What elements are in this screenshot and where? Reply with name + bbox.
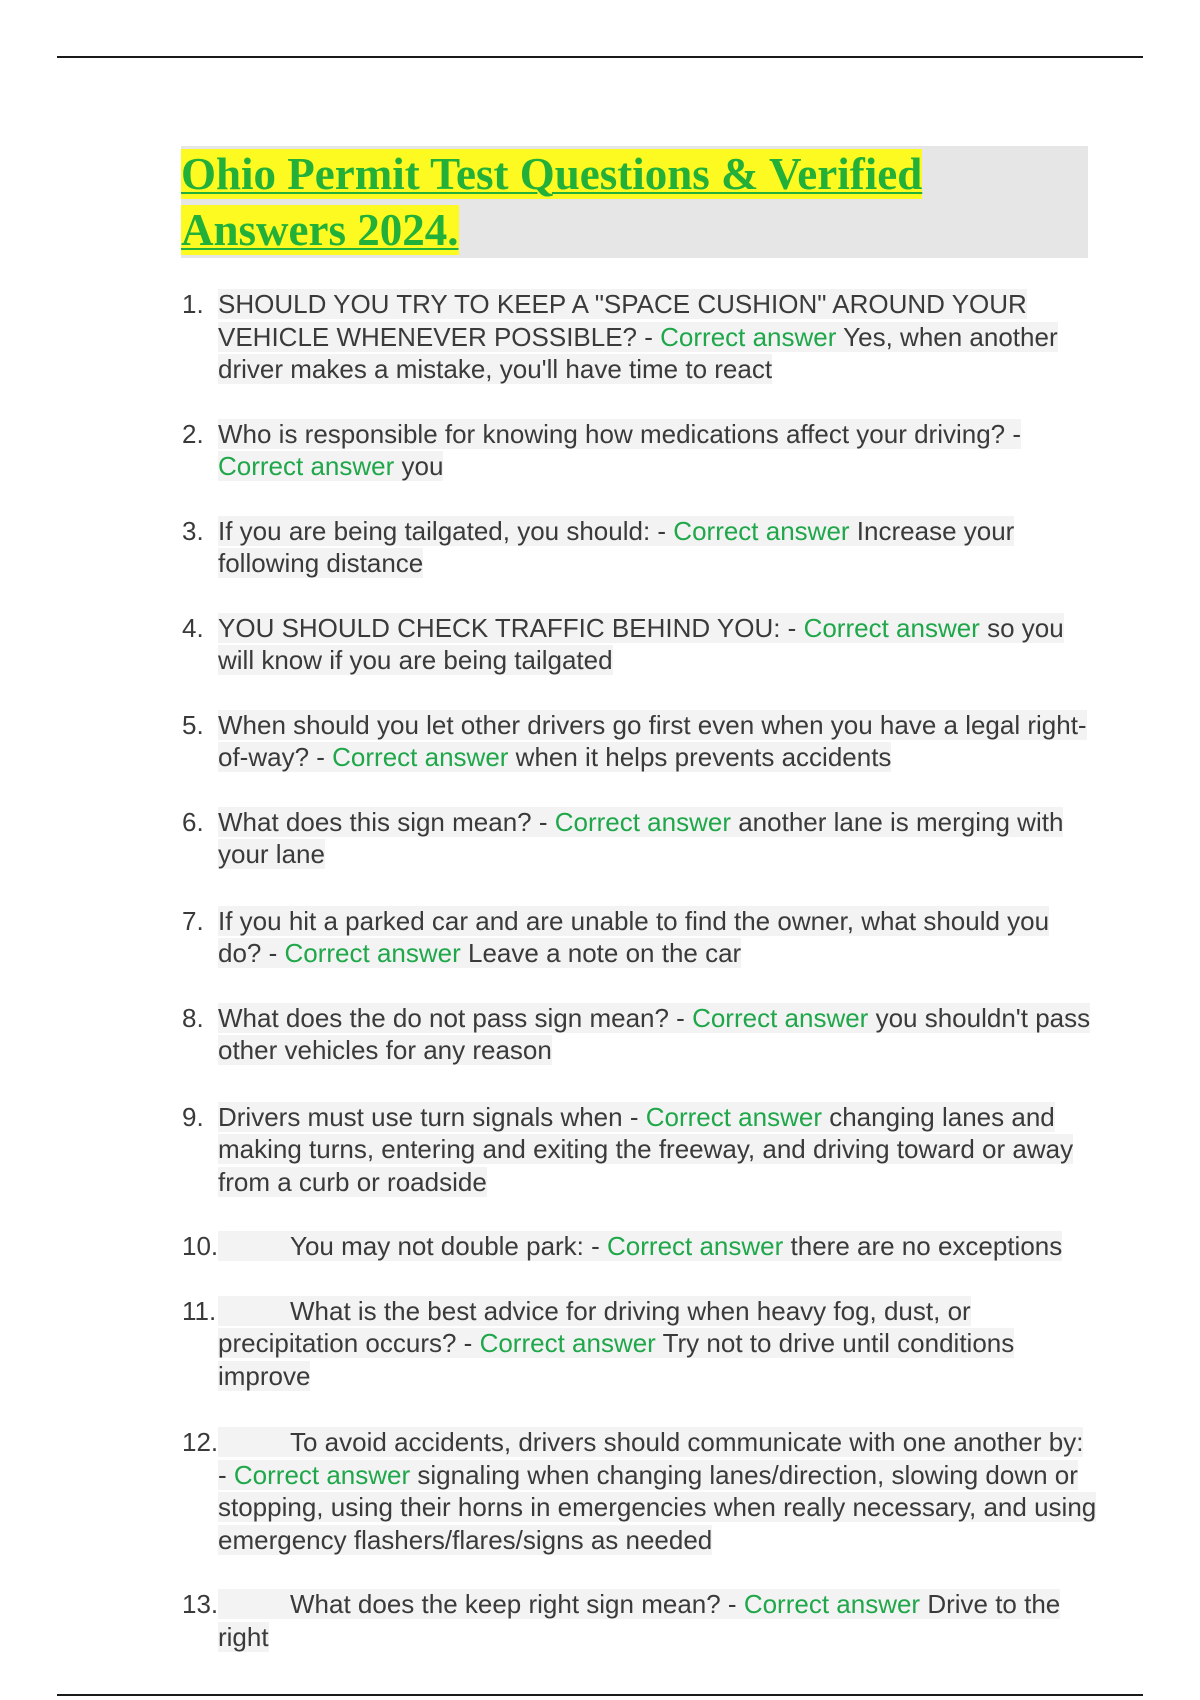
answer-label: Correct answer — [554, 806, 731, 837]
item-number: 7. — [182, 905, 204, 936]
question-text: Drivers must use turn signals when - — [218, 1101, 646, 1132]
answer-label: Correct answer — [233, 1459, 411, 1490]
answer-label: Correct answer — [660, 321, 837, 352]
item-text — [218, 1231, 1062, 1261]
question-text: If you hit a parked car and are unable to find the owner, what should you do? - — [218, 905, 1050, 968]
answer-text: changing lanes and making turns, entering and exiting the freeway, and driving toward or away from a curb or roadside — [218, 1101, 1074, 1197]
answer-label: Correct answer — [607, 1231, 784, 1261]
answer-text: signaling when changing lanes/direction, slowing down or stopping, using their horns in emergencies when really necessary, and using emergency flashers/flares/signs as needed — [218, 1459, 1097, 1555]
list-item — [177, 905, 1097, 970]
answer-text: another lane is merging with your lane — [218, 806, 1064, 869]
answer-text: you — [394, 451, 444, 481]
item-text — [218, 516, 1014, 579]
list-item — [177, 418, 1097, 483]
answer-label: Correct answer — [332, 742, 509, 772]
answer-text: you shouldn't pass other vehicles for any reason — [218, 1002, 1091, 1065]
item-number: 4. — [182, 612, 204, 643]
answer-text: Increase your following distance — [218, 515, 1015, 578]
answer-label: Correct answer — [479, 1328, 656, 1358]
question-text: What does the do not pass sign mean? - — [218, 1002, 693, 1033]
list-item — [177, 612, 1097, 677]
item-number: 9. — [182, 1101, 204, 1132]
item-text — [218, 906, 1049, 969]
page-footer-rule — [57, 1694, 1143, 1696]
item-text — [218, 1589, 1060, 1652]
question-text: YOU SHOULD CHECK TRAFFIC BEHIND YOU: - — [218, 612, 804, 643]
list-item — [177, 1101, 1097, 1199]
list-item — [177, 709, 1097, 774]
item-number: 2. — [182, 418, 204, 449]
item-number: 10. — [182, 1231, 219, 1261]
item-number: 12. — [182, 1427, 219, 1457]
item-number: 3. — [182, 515, 204, 546]
answer-text: when it helps prevents accidents — [508, 742, 892, 772]
answer-text: Yes, when another driver makes a mistake, you'll have time to react — [218, 321, 1058, 384]
question-text: If you are being tailgated, you should: - — [218, 515, 674, 546]
question-text: To avoid accidents, drivers should communicate with one another by: - — [218, 1427, 1084, 1490]
list-item — [177, 515, 1097, 580]
page-header-rule — [57, 56, 1143, 58]
item-text — [218, 1102, 1073, 1197]
item-number: 5. — [182, 709, 204, 740]
question-text: When should you let other drivers go first even when you have a legal right-of-way? - — [218, 709, 1087, 772]
question-text: Who is responsible for knowing how medications affect your driving? - — [218, 418, 1022, 449]
item-number: 11. — [182, 1295, 217, 1326]
item-number: 6. — [182, 806, 204, 837]
answer-text: so you will know if you are being tailgated — [218, 612, 1064, 675]
answer-text: Leave a note on the car — [460, 938, 742, 968]
item-text — [218, 1296, 1014, 1391]
item-number: 1. — [182, 289, 204, 319]
answer-text: Try not to drive until conditions improve — [218, 1328, 1015, 1391]
list-item — [177, 288, 1097, 386]
item-text — [218, 710, 1087, 773]
question-text: What is the best advice for driving when heavy fog, dust, or precipitation occurs? - — [218, 1295, 971, 1358]
page-title — [181, 146, 1088, 258]
answer-label: Correct answer — [284, 938, 461, 968]
item-text — [218, 419, 1021, 482]
item-text — [218, 807, 1063, 870]
answer-label: Correct answer — [673, 515, 850, 546]
list-item — [177, 1295, 1097, 1393]
item-text — [218, 289, 1058, 384]
list-item — [177, 806, 1097, 871]
answer-label: Correct answer — [743, 1589, 921, 1619]
list-item — [177, 1426, 1097, 1556]
list-item — [177, 1002, 1097, 1067]
list-item — [177, 1230, 1097, 1263]
title-line-1: Ohio Permit Test Questions & Verified — [181, 149, 923, 199]
item-number: 8. — [182, 1002, 204, 1033]
question-list — [177, 288, 1097, 1685]
title-block — [181, 146, 1088, 258]
answer-label: Correct answer — [803, 612, 980, 643]
question-text: What does the keep right sign mean? - — [290, 1589, 744, 1619]
item-number: 13. — [182, 1589, 219, 1619]
question-text: What does this sign mean? - — [218, 806, 555, 837]
answer-label: Correct answer — [645, 1101, 822, 1132]
answer-text: Drive to the right — [218, 1589, 1061, 1652]
item-text — [218, 1003, 1090, 1066]
answer-label: Correct answer — [692, 1002, 869, 1033]
title-line-2: Answers 2024. — [181, 205, 459, 255]
question-text: You may not double park: - — [290, 1231, 608, 1261]
item-text — [218, 613, 1064, 676]
answer-text: there are no exceptions — [783, 1231, 1063, 1261]
question-text: SHOULD YOU TRY TO KEEP A "SPACE CUSHION" AROUND YOUR VEHICLE WHENEVER POSSIBLE? - — [218, 289, 1027, 352]
item-text — [218, 1427, 1096, 1555]
list-item — [177, 1588, 1097, 1653]
answer-label: Correct answer — [218, 451, 395, 481]
